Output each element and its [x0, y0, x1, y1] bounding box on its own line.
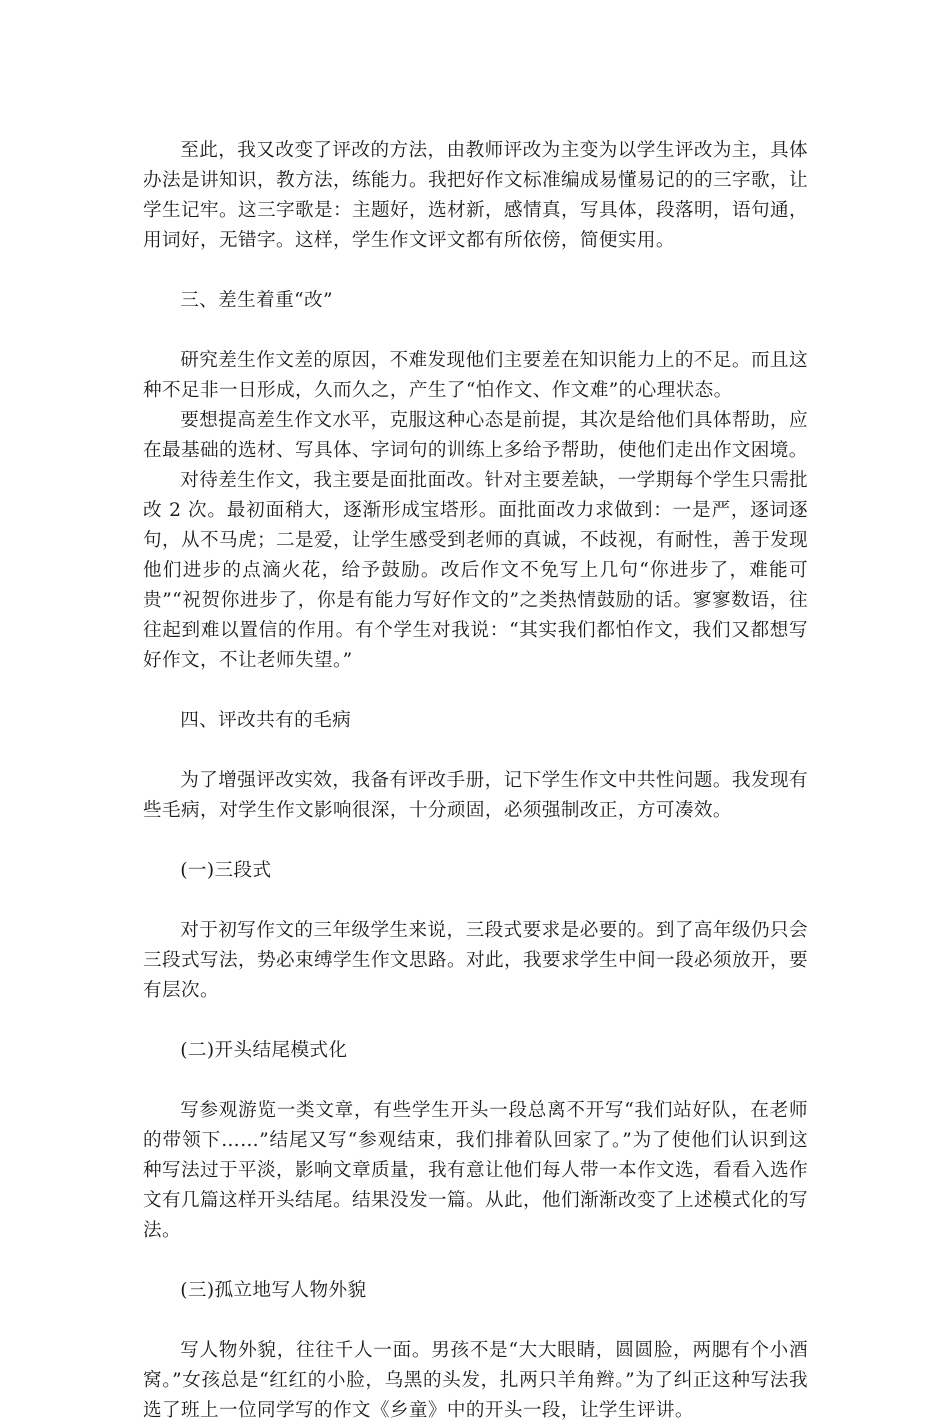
subsection-heading: (一)三段式	[180, 860, 272, 881]
subsection-heading: (三)孤立地写人物外貌	[180, 1280, 367, 1301]
subsection-heading: (二)开头结尾模式化	[180, 1040, 348, 1061]
paragraph: 写人物外貌，往往千人一面。男孩不是“大大眼睛，圆圆脸，两腮有个小酒窝。”女孩总是“红红的小脸，乌黑的头发，扎两只羊角辫。”为了纠正这种写法我选了班上一位同学写的作文《乡童》中的开头一段，让学生评讲。	[143, 1340, 808, 1421]
paragraph-gap	[143, 1006, 808, 1036]
paragraph: 要想提高差生作文水平，克服这种心态是前提，其次是给他们具体帮助，应在最基础的选材、写具体、字词句的训练上多给予帮助，使他们走出作文困境。	[143, 410, 808, 461]
paragraph-gap	[143, 1246, 808, 1276]
paragraph-gap	[143, 826, 808, 856]
paragraph-gap	[143, 1306, 808, 1336]
paragraph-gap	[143, 316, 808, 346]
paragraph: 为了增强评改实效，我备有评改手册，记下学生作文中共性问题。我发现有些毛病，对学生作文影响很深，十分顽固，必须强制改正，方可凑效。	[143, 770, 808, 821]
paragraph-gap	[143, 1066, 808, 1096]
paragraph: 写参观游览一类文章，有些学生开头一段总离不开写“我们站好队，在老师的带领下……”结尾又写“参观结束，我们排着队回家了。”为了使他们认识到这种写法过于平淡，影响文章质量，我有意让他们每人带一本作文选，看看入选作文有几篇这样开头结尾。结果没发一篇。从此，他们渐渐改变了上述模式化的写法。	[143, 1100, 808, 1241]
section-heading: 四、评改共有的毛病	[180, 710, 352, 731]
document-page	[143, 136, 808, 1426]
paragraph-gap	[143, 256, 808, 286]
paragraph: 至此，我又改变了评改的方法，由教师评改为主变为以学生评改为主，具体办法是讲知识，教方法，练能力。我把好作文标准编成易懂易记的的三字歌，让学生记牢。这三字歌是：主题好，选材新，感情真，写具体，段落明，语句通，用词好，无错字。这样，学生作文评文都有所依傍，简便实用。	[143, 140, 808, 251]
section-heading: 三、差生着重“改”	[180, 290, 333, 311]
paragraph-gap	[143, 676, 808, 706]
paragraph: 对于初写作文的三年级学生来说，三段式要求是必要的。到了高年级仍只会三段式写法，势必束缚学生作文思路。对此，我要求学生中间一段必须放开，要有层次。	[143, 920, 808, 1001]
paragraph-gap	[143, 736, 808, 766]
paragraph: 对待差生作文，我主要是面批面改。针对主要差缺，一学期每个学生只需批改 2 次。最初面稍大，逐渐形成宝塔形。面批面改力求做到：一是严，逐词逐句，从不马虎；二是爱，让学生感受到老师的真诚，不歧视，有耐性，善于发现他们进步的点滴火花，给予鼓励。改后作文不免写上几句“你进步了，难能可贵”“祝贺你进步了，你是有能力写好作文的”之类热情鼓励的话。寥寥数语，往往起到难以置信的作用。有个学生对我说：“其实我们都怕作文，我们又都想写好作文，不让老师失望。”	[143, 470, 808, 671]
paragraph: 研究差生作文差的原因，不难发现他们主要差在知识能力上的不足。而且这种不足非一日形成，久而久之，产生了“怕作文、作文难”的心理状态。	[143, 350, 808, 401]
paragraph-gap	[143, 886, 808, 916]
